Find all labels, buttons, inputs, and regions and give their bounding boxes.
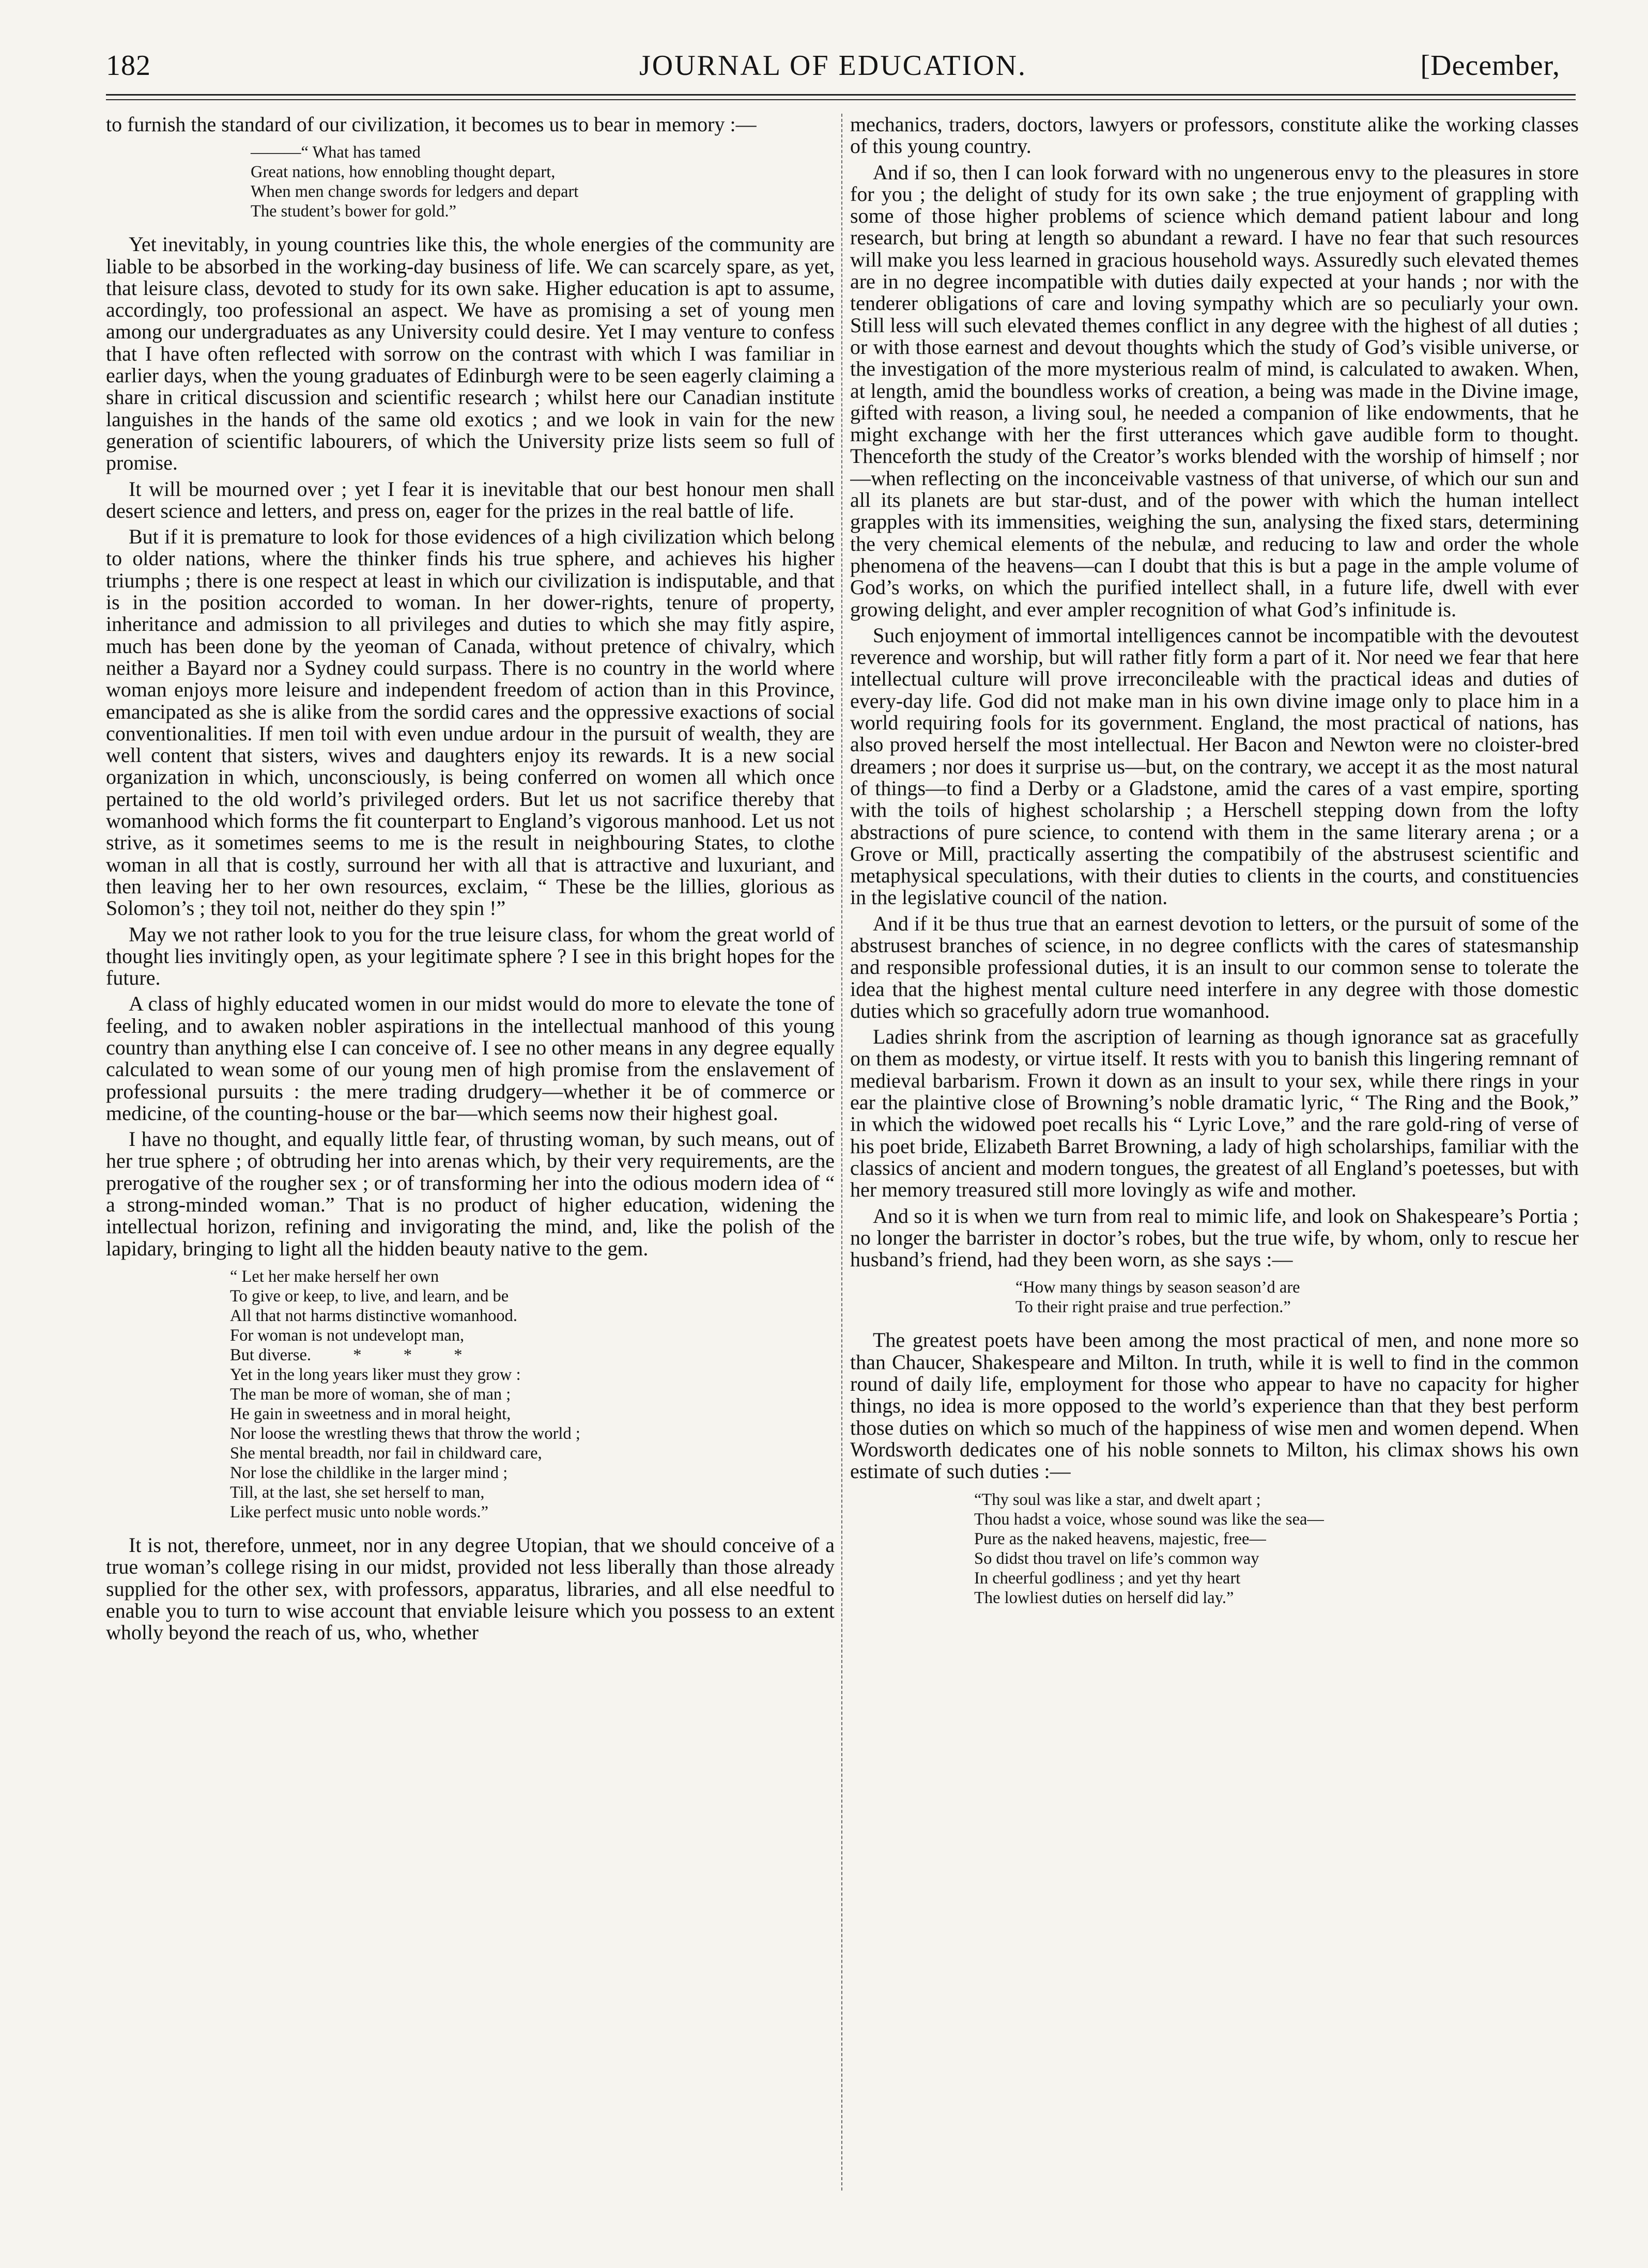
verse-line: The student’s bower for gold.” (251, 202, 457, 221)
verse-line: All that not harms distinctive womanhood. (230, 1306, 518, 1325)
right-column (850, 114, 1579, 2191)
verse-line: ———“ What has tamed (251, 143, 421, 162)
column-divider (841, 114, 842, 2191)
journal-title: JOURNAL OF EDUCATION. (639, 50, 1027, 82)
verse-line: “Thy soul was like a star, and dwelt apart ; (974, 1490, 1261, 1509)
verse-line: “How many things by season season’d are (1015, 1278, 1300, 1297)
verse-line: Thou hadst a voice, whose sound was like the sea— (974, 1510, 1324, 1529)
issue-month: [December, (1420, 50, 1560, 82)
verse-line: For woman is not undevelopt man, (230, 1326, 465, 1345)
verse-line: Pure as the naked heavens, majestic, free— (974, 1529, 1266, 1548)
paragraph: The greatest poets have been among the most practical of men, and none more so than Chaucer, Shakespeare and Milton. In truth, while it is well to find in the common round of daily life, employment for those who appear to have no capacity for higher things, no idea is more opposed to the world’s experience than that they best perform those duties on which so much of the happiness of wise men and women depend. When Wordsworth dedicates one of his noble sonnets to Milton, his climax shows his own estimate of such duties :— (850, 1328, 1579, 1483)
paragraph: Yet inevitably, in young countries like this, the whole energies of the community are liable to be absorbed in the working-day business of life. We can scarcely spare, as yet, that leisure class, devoted to study for its own sake. Higher education is apt to assume, accordingly, too professional an aspect. We have as promising a set of young men among our undergraduates as any University could desire. Yet I may venture to confess that I have often reflected with sorrow on the contrast with which I was familiar in earlier days, when the young graduates of Edinburgh were to be seen eagerly claiming a share in critical discussion and scientific research ; whilst here our Canadian institute languishes in the hands of the same old exotics ; and we look in vain for the new generation of scientific labourers, of which the University prize lists seem so full of promise. (106, 232, 835, 475)
paragraph: mechanics, traders, doctors, lawyers or professors, constitute alike the working classes of this young country. (850, 114, 1579, 158)
verse-line: Till, at the last, she set herself to man, (230, 1483, 485, 1502)
paragraph: And so it is when we turn from real to mimic life, and look on Shakespeare’s Portia ; no longer the barrister in doctor’s robes, but the true wife, by whom, only to rescue her husband’s friend, had they been worn, as she says :— (850, 1204, 1579, 1271)
left-column (106, 114, 835, 2191)
page-number: 182 (106, 50, 151, 82)
header-rule-bottom (106, 99, 1576, 100)
paragraph: I have no thought, and equally little fear, of thrusting woman, by such means, out of her true sphere ; of obtruding her into arenas which, by their very requirements, are the prerogative of the rougher sex ; or of transforming her into the odious modern idea of “ a strong-minded woman.” That is no product of higher education, widening the intellectual horizon, refining and invigorating the mind, and, like the polish of the lapidary, bringing to light all the hidden beauty native to the gem. (106, 1127, 835, 1260)
verse-quote (850, 1278, 1579, 1317)
verse-line: When men change swords for ledgers and depart (251, 182, 579, 201)
verse-quote (850, 1490, 1579, 1608)
header-rule-top (106, 94, 1576, 96)
verse-line: So didst thou travel on life’s common way (974, 1549, 1259, 1568)
verse-line: The lowliest duties on herself did lay.” (974, 1588, 1234, 1607)
paragraph: to furnish the standard of our civilization, it becomes us to bear in memory :— (106, 114, 757, 136)
verse-line: “ Let her make herself her own (230, 1267, 439, 1286)
verse-quote (106, 143, 835, 221)
paragraph: Ladies shrink from the ascription of learning as though ignorance sat as gracefully on them as modesty, or virtue itself. It rests with you to banish this lingering remnant of medieval barbarism. Frown it down as an insult to your sex, while there rings in your ear the plaintive close of Browning’s noble dramatic lyric, “ The Ring and the Book,” in which the widowed poet recalls his “ Lyric Love,” and the rare gold-ring of verse of his poet bride, Elizabeth Barret Browning, a lady of high scholarships, familiar with the classics of ancient and modern tongues, the greatest of all England’s poetesses, but with her memory treasured still more lovingly as wife and mother. (850, 1025, 1579, 1202)
verse-line: But diverse. * * * (230, 1345, 463, 1364)
paragraph: And if so, then I can look forward with no ungenerous envy to the pleasures in store for you ; the delight of study for its own sake ; the true enjoyment of grappling with some of those higher problems of science which demand patient labour and long research, but bring at length so abundant a reward. I have no fear that such resources will make you less learned in gracious household ways. Assuredly such elevated themes are in no degree incompatible with duties daily expected at your hands ; nor with the tenderer obligations of care and loving sympathy which are so peculiarly your own. Still less will such elevated themes conflict in any degree with the highest of all duties ; or with those earnest and devout thoughts which the study of God’s visible universe, or the investigation of the more mysterious realm of mind, is calculated to awaken. When, at length, amid the boundless works of creation, a being was made in the Divine image, gifted with reason, a living soul, he needed a companion of like endowments, that he might exchange with her the first utterances which gave audible form to thought. Thenceforth the study of the Creator’s works blended with the worship of himself ; nor—when reflecting on the inconceivable vastness of that universe, of which our sun and all its planets are but star-dust, and of the power with which the human intellect grapples with its immensities, weighing the sun, analysing the fixed stars, determining the very chemical elements of the nebulæ, and reducing to law and order the whole phenomena of the heavens—can I doubt that this is but a page in the ample volume of God’s works, on which the purified intellect shall, in a future life, dwell with ever growing delight, and ever ampler recognition of what God’s infinitude is. (850, 160, 1579, 621)
verse-line: He gain in sweetness and in moral height, (230, 1404, 511, 1423)
verse-line: In cheerful godliness ; and yet thy heart (974, 1568, 1241, 1588)
verse-line: Like perfect music unto noble words.” (230, 1502, 488, 1521)
verse-line: To give or keep, to live, and learn, and be (230, 1286, 509, 1306)
verse-line: Nor lose the childlike in the larger mind ; (230, 1463, 508, 1482)
paragraph: Such enjoyment of immortal intelligences cannot be incompatible with the devoutest reverence and worship, but will rather fitly form a part of it. Nor need we fear that here intellectual culture will prove irreconcileable with the practical ideas and duties of every-day life. God did not make man in his own divine image only to place him in a world requiring fools for its government. England, the most practical of nations, has also proved herself the most intellectual. Her Bacon and Newton were no cloister-bred dreamers ; nor does it surprise us—but, on the contrary, we accept it as the most natural of things—to find a Derby or a Gladstone, amid the cares of a vast empire, sporting with the toils of highest scholarship ; a Herschell stepping down from the lofty abstractions of pure science, to contend with them in the same literary arena ; or a Grove or Mill, practically asserting the compatibily of the abstrusest scientific and metaphysical speculations, with their duties to clients in the courts, and constituencies in the legislative council of the nation. (850, 623, 1579, 909)
paragraph: And if it be thus true that an earnest devotion to letters, or the pursuit of some of the abstrusest branches of science, in no degree conflicts with the cares of statesmanship and responsible professional duties, it is an insult to our common sense to tolerate the idea that the highest mental culture need interfere in any degree with those domestic duties which so gracefully adorn true womanhood. (850, 911, 1579, 1022)
paragraph: A class of highly educated women in our midst would do more to elevate the tone of feeling, and to awaken nobler aspirations in the intellectual manhood of this young country than anything else I can conceive of. I see no other means in any degree equally calculated to wean some of our young men of high promise from the enslavement of professional pursuits : the mere trading drudgery—whether it be of commerce or medicine, of the counting-house or the bar—which seems now their highest goal. (106, 992, 835, 1125)
paragraph: It will be mourned over ; yet I fear it is inevitable that our best honour men shall desert science and letters, and press on, eager for the prizes in the real battle of life. (106, 477, 835, 522)
verse-line: Nor loose the wrestling thews that throw the world ; (230, 1424, 580, 1443)
paragraph: It is not, therefore, unmeet, nor in any degree Utopian, that we should conceive of a true woman’s college rising in our midst, provided not less liberally than those already supplied for the other sex, with professors, apparatus, libraries, and all else needful to enable you to turn to wise account that enviable leisure which you possess to an extent wholly beyond the reach of us, who, whether (106, 1533, 835, 1644)
paragraph: But if it is premature to look for those evidences of a high civilization which belong to older nations, where the thinker finds his true sphere, and achieves his higher triumphs ; there is one respect at least in which our civilization is indisputable, and that is in the position accorded to woman. In her dower-rights, tenure of property, inheritance and admission to all privileges and duties to which she may fitly aspire, much has been done by the yeoman of Canada, without pretence of chivalry, which neither a Bayard nor a Sydney could surpass. There is no country in the world where woman enjoys more leisure and independent freedom of action than in this Province, emancipated as she is alike from the sordid cares and the oppressive exactions of social conventionalities. If men toil with even undue ardour in the pursuit of wealth, they are well content that sisters, wives and daughters enjoy its rewards. It is a new social organization in which, unconsciously, is being conferred on women all which once pertained to the old world’s privileged orders. But let us not sacrifice thereby that womanhood which forms the fit counterpart to England’s vigorous manhood. Let us not strive, as it sometimes seems to me is the result in neighbouring States, to clothe woman in all that is costly, surround her with all that is attractive and luxuriant, and then leaving her to her own resources, exclaim, “ These be the lillies, glorious as Solomon’s ; they toil not, neither do they spin !” (106, 525, 835, 920)
verse-line: Yet in the long years liker must they grow : (230, 1365, 521, 1384)
verse-line: The man be more of woman, she of man ; (230, 1385, 511, 1404)
paragraph: May we not rather look to you for the true leisure class, for whom the great world of thought lies invitingly open, as your legitimate sphere ? I see in this bright hopes for the future. (106, 922, 835, 990)
verse-line: Great nations, how ennobling thought depart, (251, 163, 556, 182)
running-header (106, 49, 1560, 90)
verse-line: She mental breadth, nor fail in childward care, (230, 1443, 542, 1463)
verse-line: To their right praise and true perfection.” (1015, 1298, 1291, 1317)
verse-quote (106, 1267, 835, 1522)
